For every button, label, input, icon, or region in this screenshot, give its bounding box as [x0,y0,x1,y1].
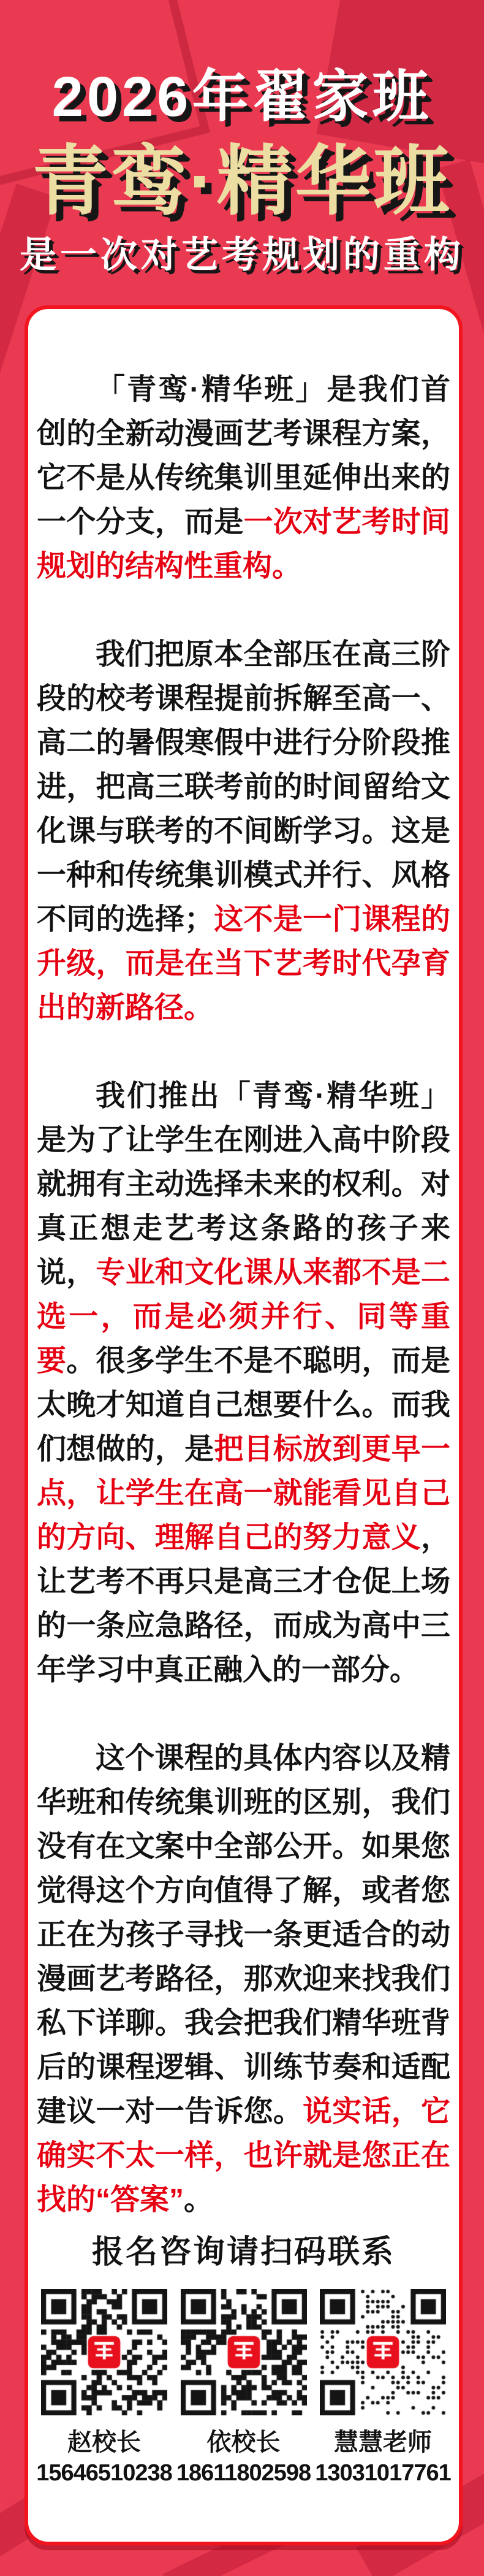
contact-phone[interactable]: 13031017761 [315,2460,451,2486]
qr-code-yi[interactable] [181,2289,307,2415]
contact-heading: 报名咨询请扫码联系 [91,2234,395,2270]
paragraph-4: 这个课程的具体内容以及精华班和传统集训班的区别，我们没有在文案中全部公开。如果您觉得这个方向值得了解，或者您正在为孩子寻找一条更适合的动漫画艺考路径，那欢迎来找我们私下详聊。我会把我们精华班背后的课程逻辑、训练节奏和适配建议一对一告诉您。说实话，它确实不太一样，也许就是您正在找的“答案”。 [37,1742,450,2216]
contact-phone[interactable]: 15646510238 [36,2460,172,2486]
qr-code-zhao[interactable] [41,2289,167,2415]
header-subtitle: 是一次对艺考规划的重构 [20,234,464,275]
contact-name: 依校长 [206,2429,281,2456]
contact-name: 赵校长 [67,2429,141,2456]
qr-row [37,2289,450,2486]
paragraph-3: 我们推出「青鸾·精华班」是为了让学生在刚进入高中阶段就拥有主动选择未来的权利。对真正想走艺考这条路的孩子来说，专业和文化课从来都不是二选一，而是必须并行、同等重要。很多学生不是不聪明，而是太晚才知道自己想要什么。而我们想做的，是把目标放到更早一点，让学生在高一就能看见自己的方向、理解自己的努力意义，让艺考不再只是高三才仓促上场的一条应急路径，而成为高中三年学习中真正融入的一部分。 [37,1080,450,1686]
paragraph-2: 我们把原本全部压在高三阶段的校考课程提前拆解至高一、高二的暑假寒假中进行分阶段推进，把高三联考前的时间留给文化课与联考的不间断学习。这是一种和传统集训模式并行、风格不同的选择；这不是一门课程的升级，而是在当下艺考时代孕育出的新路径。 [37,638,450,1024]
header-class-title: 青鸾·精华班 [32,139,452,224]
content-card [25,305,463,2545]
contact-card-huihui [317,2289,449,2486]
header-year-title: 2026年翟家班 [51,66,433,128]
contact-card-yi [178,2289,310,2486]
poster-header [0,0,484,273]
contact-section [37,2226,450,2486]
contact-name: 慧慧老师 [334,2429,432,2456]
paragraph-1: 「青鸾·精华班」是我们首创的全新动漫画艺考课程方案，它不是从传统集训里延伸出来的一个分支，而是一次对艺考时间规划的结构性重构。 [37,373,450,583]
contact-phone[interactable]: 18611802598 [176,2460,311,2486]
contact-card-zhao [38,2289,170,2486]
article-body [37,368,450,2222]
qr-code-huihui[interactable] [320,2289,446,2415]
